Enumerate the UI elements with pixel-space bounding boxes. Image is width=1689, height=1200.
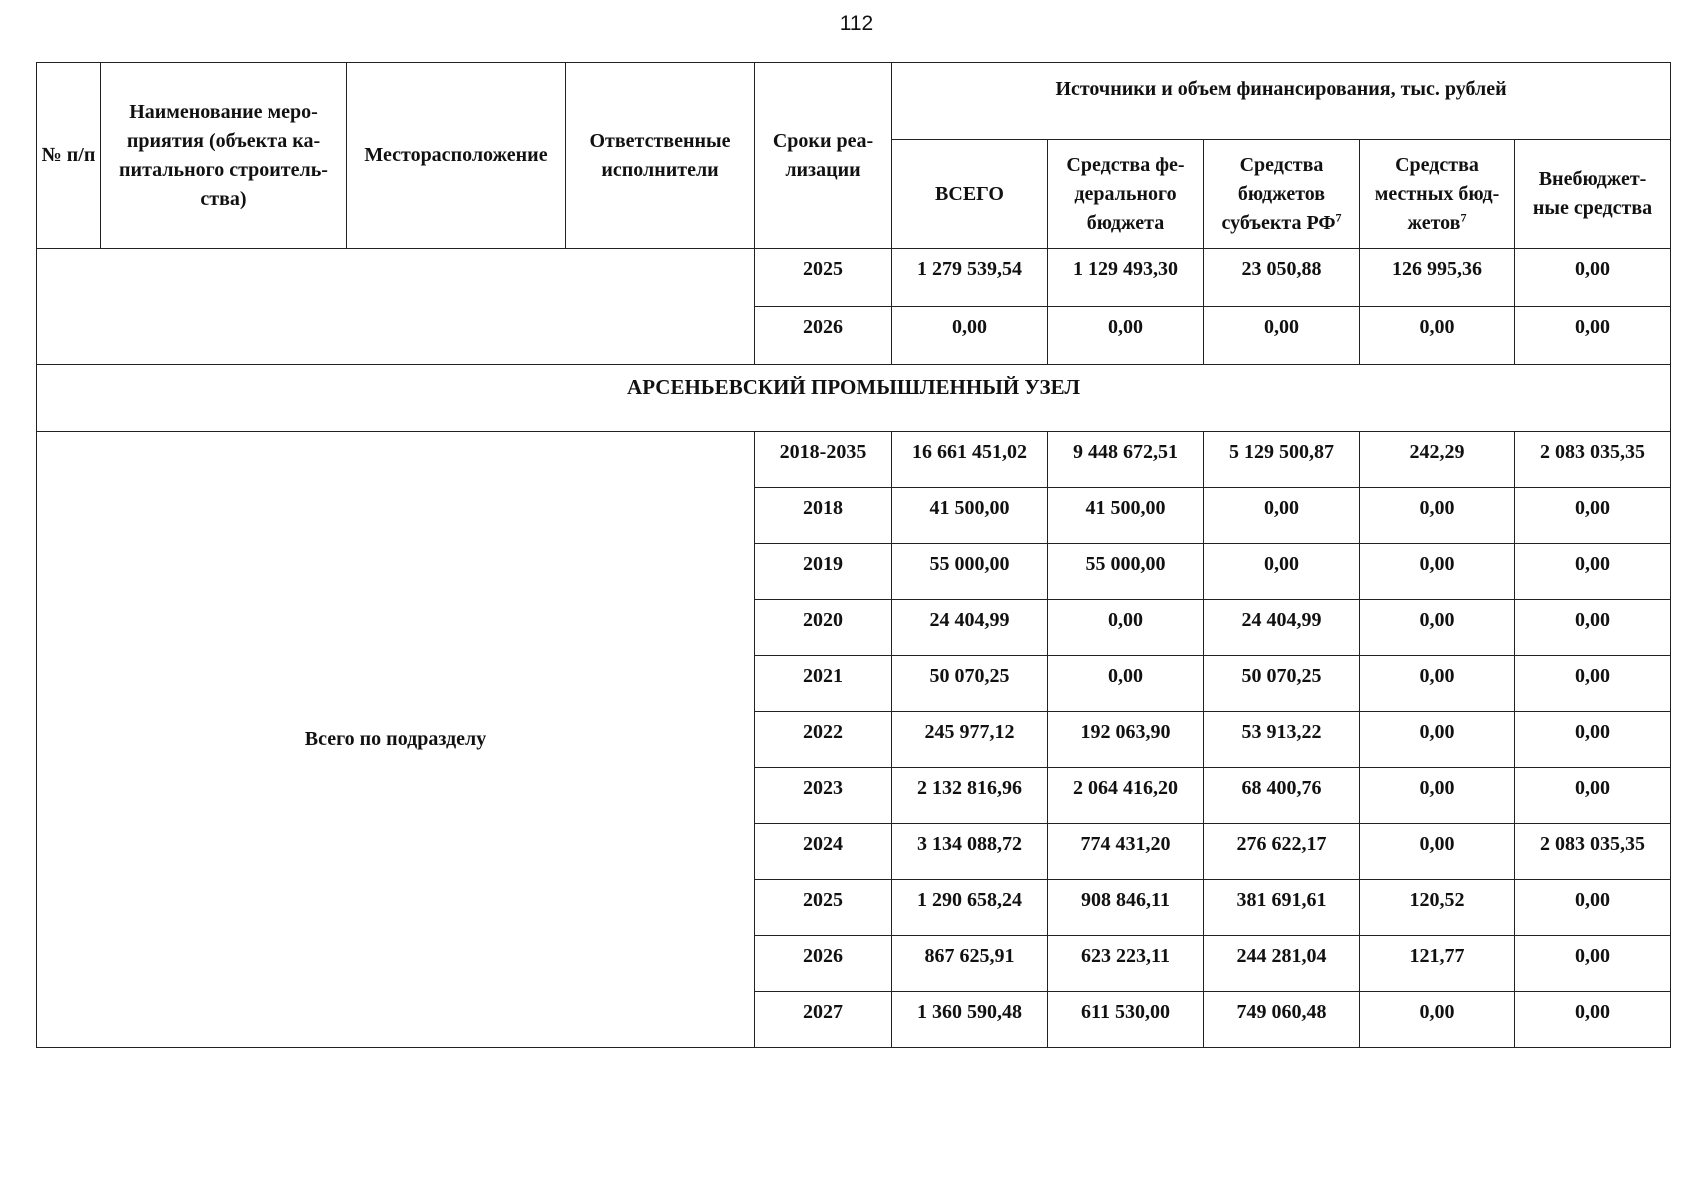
header-local-footnote: 7 [1460,209,1467,224]
header-num-text: № п/п [41,144,96,166]
header-subject [1204,140,1360,249]
cell-subject: 244 281,04 [1204,936,1360,992]
cell-total: 16 661 451,02 [892,432,1048,488]
cell-extrabudget: 0,00 [1515,249,1671,307]
cell-total: 1 360 590,48 [892,992,1048,1048]
cell-year: 2020 [755,600,892,656]
cell-year: 2025 [755,880,892,936]
header-name [101,63,347,249]
cell-total: 55 000,00 [892,544,1048,600]
cell-year: 2021 [755,656,892,712]
header-federal-line-3: бюджета [1086,211,1165,234]
cell-subject: 53 913,22 [1204,712,1360,768]
header-period-line-1: Сроки реа- [772,129,874,152]
cell-extrabudget: 0,00 [1515,544,1671,600]
header-local-line-3-text: жетов [1407,211,1461,234]
cell-total: 3 134 088,72 [892,824,1048,880]
cell-subject: 50 070,25 [1204,656,1360,712]
header-total-text: ВСЕГО [935,182,1004,205]
header-local-line-2: местных бюд- [1374,182,1500,205]
header-funding-group [892,63,1671,140]
cell-total: 1 279 539,54 [892,249,1048,307]
cell-local: 0,00 [1360,992,1515,1048]
empty-merged-cell [37,249,755,365]
cell-total: 1 290 658,24 [892,880,1048,936]
section-row [37,365,1671,432]
cell-year: 2019 [755,544,892,600]
cell-extrabudget: 2 083 035,35 [1515,432,1671,488]
header-extrabudget-line-2: ные средства [1532,197,1653,219]
header-subject-line-1: Средства [1239,153,1324,176]
cell-extrabudget: 0,00 [1515,307,1671,365]
cell-federal: 41 500,00 [1048,488,1204,544]
cell-local: 0,00 [1360,307,1515,365]
cell-extrabudget: 0,00 [1515,712,1671,768]
cell-subject: 0,00 [1204,544,1360,600]
cell-federal: 0,00 [1048,600,1204,656]
cell-federal: 1 129 493,30 [1048,249,1204,307]
cell-federal: 192 063,90 [1048,712,1204,768]
cell-local: 121,77 [1360,936,1515,992]
cell-year: 2026 [755,307,892,365]
cell-federal: 9 448 672,51 [1048,432,1204,488]
header-num [37,63,101,249]
header-name-line-1: Наименование меро- [129,100,318,123]
cell-extrabudget: 0,00 [1515,936,1671,992]
cell-local: 0,00 [1360,544,1515,600]
header-subject-line-3 [1204,209,1359,238]
cell-local: 0,00 [1360,712,1515,768]
cell-year: 2025 [755,249,892,307]
cell-total: 867 625,91 [892,936,1048,992]
header-local [1360,140,1515,249]
header-name-line-3: питального строитель- [119,158,328,181]
cell-subject: 381 691,61 [1204,880,1360,936]
cell-local: 0,00 [1360,824,1515,880]
header-local-line-1: Средства [1395,153,1479,176]
header-local-line-3 [1360,209,1514,238]
cell-federal: 908 846,11 [1048,880,1204,936]
financing-table [36,62,1671,1048]
table-row [37,432,1671,488]
cell-subject: 0,00 [1204,307,1360,365]
cell-year: 2022 [755,712,892,768]
header-subject-line-3-text: субъекта РФ [1221,211,1336,234]
header-location [347,63,566,249]
header-subject-footnote: 7 [1335,209,1342,224]
cell-extrabudget: 0,00 [1515,656,1671,712]
header-period-line-2: лизации [785,158,861,181]
header-subject-line-2: бюджетов [1237,182,1326,205]
section-title: АРСЕНЬЕВСКИЙ ПРОМЫШЛЕННЫЙ УЗЕЛ [37,365,1671,432]
cell-local: 120,52 [1360,880,1515,936]
cell-local: 0,00 [1360,600,1515,656]
header-total [892,140,1048,249]
cell-total: 245 977,12 [892,712,1048,768]
cell-extrabudget: 2 083 035,35 [1515,824,1671,880]
cell-local: 242,29 [1360,432,1515,488]
header-responsible-line-1: Ответственные [589,129,731,152]
cell-subject: 24 404,99 [1204,600,1360,656]
cell-federal: 774 431,20 [1048,824,1204,880]
cell-subject: 5 129 500,87 [1204,432,1360,488]
cell-extrabudget: 0,00 [1515,992,1671,1048]
header-name-line-4: ства) [200,187,247,210]
table-row [37,249,1671,307]
cell-extrabudget: 0,00 [1515,880,1671,936]
cell-local: 0,00 [1360,656,1515,712]
cell-year: 2026 [755,936,892,992]
cell-total: 2 132 816,96 [892,768,1048,824]
subsection-label: Всего по подразделу [37,432,755,1048]
cell-total: 50 070,25 [892,656,1048,712]
cell-subject: 23 050,88 [1204,249,1360,307]
header-responsible [566,63,755,249]
header-federal [1048,140,1204,249]
cell-local: 0,00 [1360,488,1515,544]
cell-federal: 0,00 [1048,656,1204,712]
cell-total: 0,00 [892,307,1048,365]
page-number: 112 [839,12,874,35]
header-extrabudget [1515,140,1671,249]
cell-total: 24 404,99 [892,600,1048,656]
cell-year: 2027 [755,992,892,1048]
header-responsible-line-2: исполнители [601,158,719,181]
cell-federal: 611 530,00 [1048,992,1204,1048]
header-extrabudget-line-1: Внебюджет- [1538,168,1647,190]
cell-extrabudget: 0,00 [1515,488,1671,544]
cell-year: 2024 [755,824,892,880]
cell-federal: 0,00 [1048,307,1204,365]
header-federal-line-1: Средства фе- [1066,153,1185,176]
cell-local: 0,00 [1360,768,1515,824]
cell-subject: 749 060,48 [1204,992,1360,1048]
cell-local: 126 995,36 [1360,249,1515,307]
header-period [755,63,892,249]
cell-extrabudget: 0,00 [1515,600,1671,656]
cell-subject: 276 622,17 [1204,824,1360,880]
cell-extrabudget: 0,00 [1515,768,1671,824]
header-name-line-2: приятия (объекта ка- [126,129,321,152]
cell-federal: 623 223,11 [1048,936,1204,992]
cell-year: 2023 [755,768,892,824]
header-federal-line-2: дерального [1074,182,1177,205]
cell-year: 2018 [755,488,892,544]
cell-federal: 55 000,00 [1048,544,1204,600]
cell-federal: 2 064 416,20 [1048,768,1204,824]
header-location-text: Месторасположение [364,144,548,166]
cell-subject: 0,00 [1204,488,1360,544]
cell-subject: 68 400,76 [1204,768,1360,824]
header-funding-group-text: Источники и объем финансирования, тыс. рублей [1055,78,1507,100]
cell-year: 2018-2035 [755,432,892,488]
cell-total: 41 500,00 [892,488,1048,544]
